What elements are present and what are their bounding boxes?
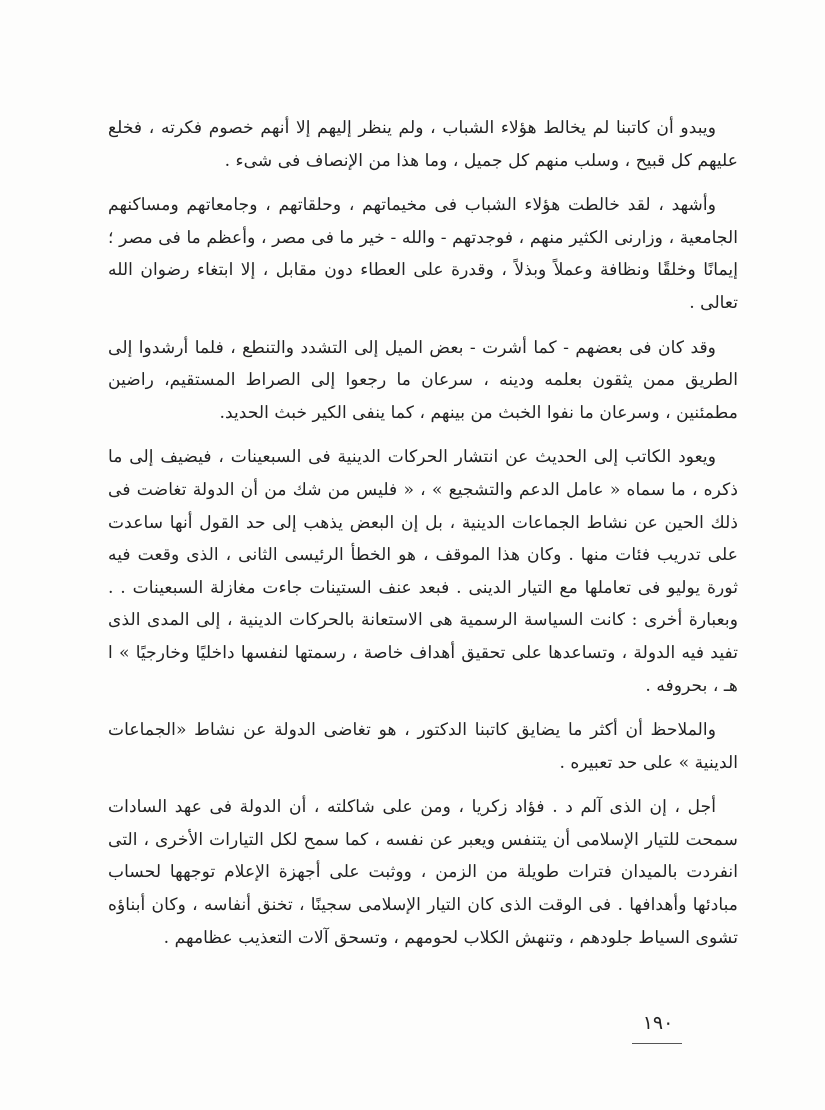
paragraph-6: أجل ، إن الذى آلم د . فؤاد زكريا ، ومن على شاكلته ، أن الدولة فى عهد السادات سمحت للتيار الإسلامى أن يتنفس ويعبر عن نفسه ، كما سمح لكل التيارات الأخرى ، التى انفردت بالميدان فترات طويلة من الزمن ، ووثبت على أجهزة الإعلام توجهها لحساب مبادئها وأهدافها . فى الوقت الذى كان التيار الإسلامى سجينًا ، تخنق أنفاسه ، وكان أبناؤه تشوى السياط جلودهم ، وتنهش الكلاب لحومهم ، وتسحق آلات التعذيب عظامهم . <box>108 797 738 948</box>
paragraph-3: وقد كان فى بعضهم - كما أشرت - بعض الميل إلى التشدد والتنطع ، فلما أرشدوا إلى الطريق ممن يثقون بعلمه ودينه ، سرعان ما رجعوا إلى الصراط المستقيم، راضين مطمئنين ، وسرعان ما نفوا الخبث من بينهم ، كما ينفى الكير خبث الحديد. <box>108 337 738 423</box>
paragraph-4: ويعود الكاتب إلى الحديث عن انتشار الحركات الدينية فى السبعينات ، فيضيف إلى ما ذكره ، ما سماه « عامل الدعم والتشجيع » ، « فليس من شك من أن الدولة تغاضت فى ذلك الحين عن نشاط الجماعات الدينية ، بل إن البعض يذهب إلى حد القول أنها ساعدت على تدريب فئات منها . وكان هذا الموقف ، هو الخطأ الرئيسى الثانى ، الذى وقعت فيه ثورة يوليو فى تعاملها مع التيار الدينى . فبعد عنف الستينات جاءت مغازلة السبعينات . . وبعبارة أخرى : كانت السياسة الرسمية هى الاستعانة بالحركات الدينية ، إلى المدى الذى تفيد فيه الدولة ، وتساعدها على تحقيق أهداف خاصة ، رسمتها لنفسها داخليًا وخارجيًا » ا هـ ، بحروفه . <box>108 447 738 696</box>
page-number-rule <box>632 1043 682 1044</box>
paragraph-5: والملاحظ أن أكثر ما يضايق كاتبنا الدكتور ، هو تغاضى الدولة عن نشاط «الجماعات الدينية » على حد تعبيره . <box>108 720 738 773</box>
page-number: ١٩٠ <box>642 1012 674 1034</box>
paragraph-1: ويبدو أن كاتبنا لم يخالط هؤلاء الشباب ، ولم ينظر إليهم إلا أنهم خصوم فكرته ، فخلع عليهم كل قبيح ، وسلب منهم كل جميل ، وما هذا من الإنصاف فى شىء . <box>108 118 738 171</box>
paragraph-2: وأشهد ، لقد خالطت هؤلاء الشباب فى مخيماتهم ، وحلقاتهم ، وجامعاتهم ومساكنهم الجامعية ، وزارنى الكثير منهم ، فوجدتهم - والله - خير ما فى مصر ، وأعظم ما فى مصر ؛ إيمانًا وخلقًا ونظافة وعملاً وبذلاً ، وقدرة على العطاء دون مقابل ، إلا ابتغاء رضوان الله تعالى . <box>108 195 738 313</box>
body-text <box>108 112 738 954</box>
